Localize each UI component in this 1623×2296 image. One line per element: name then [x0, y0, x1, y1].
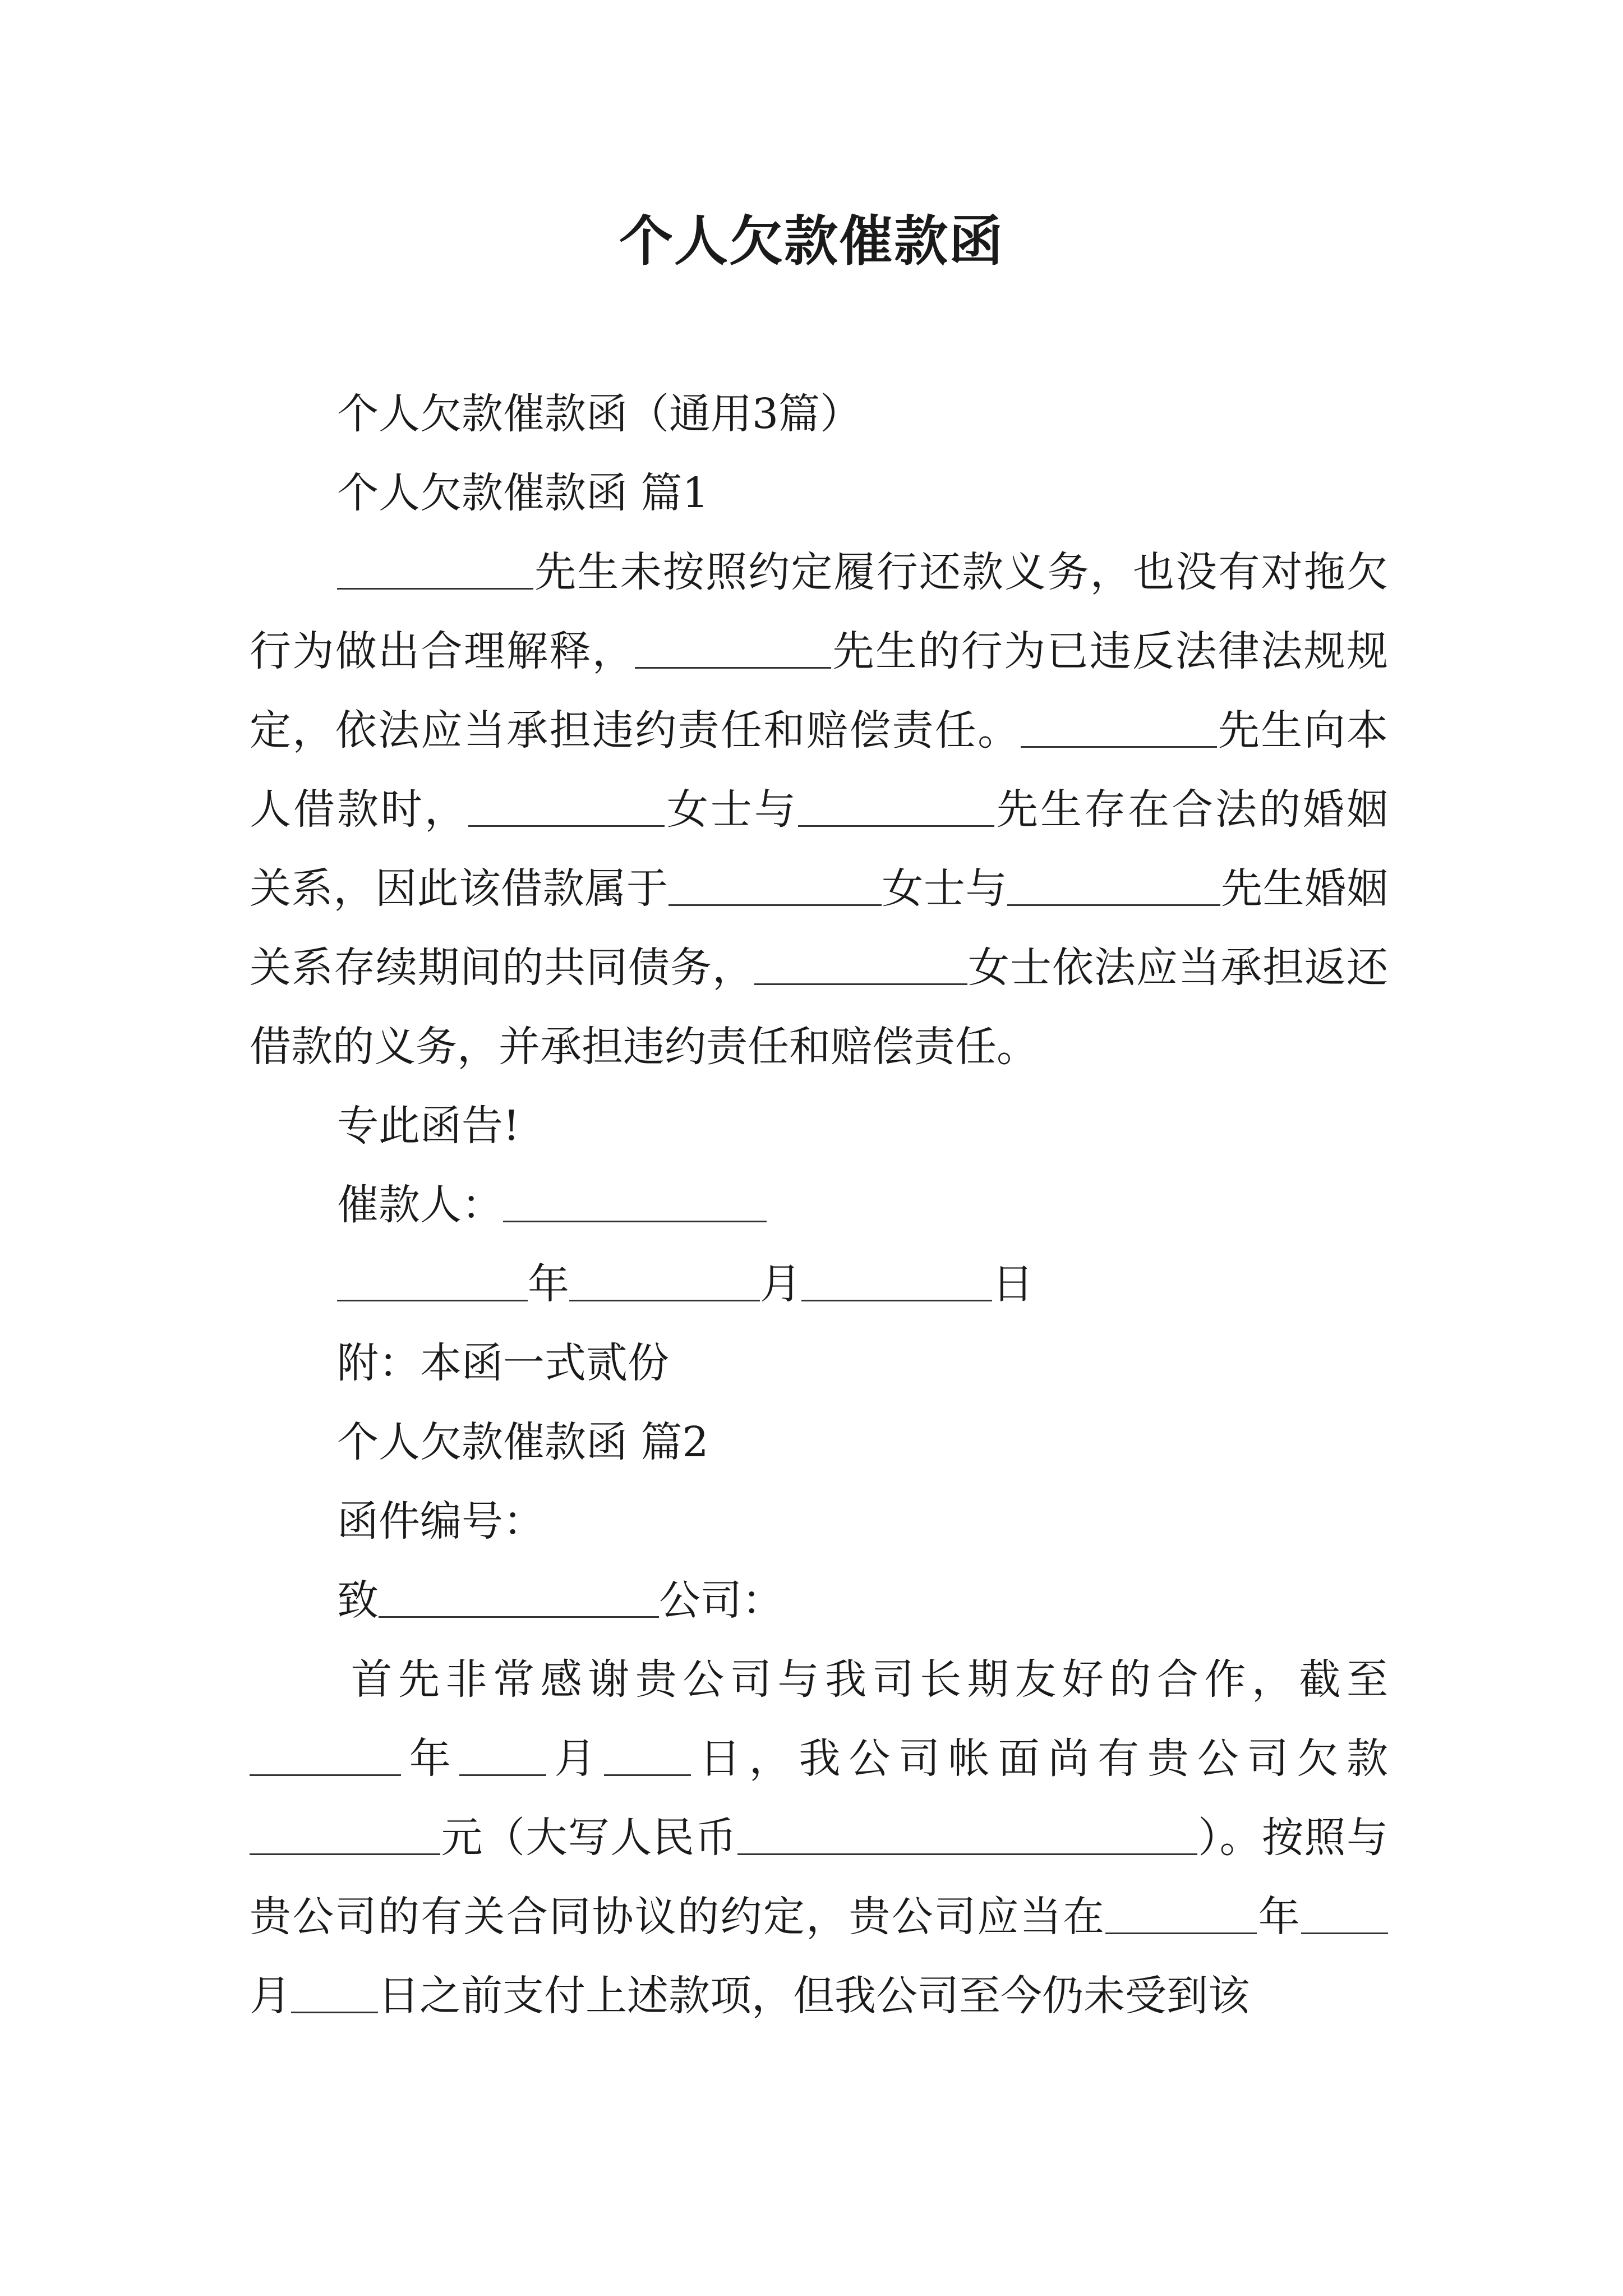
blank-line: [737, 1814, 1197, 1855]
text-segment: 首先非常感谢贵公司与我司长期友好的合作，截至: [345, 1655, 1388, 1704]
document-title: 个人欠款催款函: [619, 209, 1004, 273]
addressee-line: [250, 1561, 1388, 1640]
blank-line: [754, 944, 967, 985]
text-segment: 年: [401, 1734, 459, 1783]
blank-line: [1105, 1893, 1257, 1934]
text-segment: 年: [1257, 1893, 1302, 1941]
part2-heading: 个人欠款催款函 篇2: [337, 1418, 709, 1466]
text-segment: ）。按照与贵公司的有关合同协议的约定，贵公司应当在: [250, 1814, 1389, 1941]
text-segment: 女士与: [665, 785, 798, 834]
blank-line: [1007, 865, 1220, 906]
intro-line: 个人欠款催款函（通用3篇）: [337, 390, 862, 438]
day-label: 日: [992, 1260, 1034, 1308]
part1-heading: 个人欠款催款函 篇1: [337, 469, 709, 517]
text-segment: 先生婚姻关系存续期间的共同债务，: [250, 864, 1389, 992]
creditor-blank: [503, 1181, 767, 1222]
letter-number-line: 函件编号：: [337, 1497, 545, 1545]
blank-line: [291, 1972, 378, 2013]
text-segment: 月: [250, 1972, 291, 2020]
attachment-line: 附：本函一式贰份: [337, 1339, 669, 1387]
blank-line: [635, 628, 831, 669]
month-label: 月: [760, 1260, 801, 1308]
document-body: [250, 375, 1388, 2036]
blank-line: [668, 865, 882, 906]
blank-line: [250, 1735, 401, 1776]
date-line: [250, 1245, 1388, 1324]
year-label: 年: [528, 1260, 569, 1308]
part2-paragraph: [250, 1640, 1388, 2036]
part1-paragraph: [250, 533, 1388, 1087]
addressee-suffix: 公司：: [659, 1576, 783, 1625]
month-blank: [569, 1260, 760, 1301]
text-segment: 女士与: [881, 864, 1008, 913]
text-segment: 先生未按照约定履行还款义务，也没有对拖欠行为做出合理解释，: [250, 548, 1388, 675]
creditor-label: 催款人：: [337, 1181, 503, 1229]
addressee-blank: [379, 1577, 659, 1618]
addressee-prefix: 致: [337, 1576, 379, 1625]
text-segment: 日之前支付上述款项，但我公司至今仍未受到该: [378, 1972, 1249, 2020]
year-blank: [337, 1260, 528, 1301]
notice-line: 专此函告!: [337, 1102, 520, 1150]
text-segment: 元（大写人民币: [440, 1814, 737, 1862]
blank-line: [798, 786, 994, 827]
text-segment: 先生向本人借款时，: [250, 706, 1389, 834]
blank-line: [468, 786, 665, 827]
blank-line: [1021, 707, 1217, 748]
text-segment: 女士依法应当承担返还借款的义务，并承担违约责任和赔偿责任。: [250, 944, 1388, 1071]
text-segment: 日，我公司帐面尚有贵公司欠款: [691, 1734, 1389, 1783]
text-segment: 先生的行为已违反法律法规规定，依法应当承担违约责任和赔偿责任。: [250, 627, 1389, 754]
day-blank: [801, 1260, 992, 1301]
blank-line: [337, 549, 533, 590]
blank-line: [250, 1814, 440, 1855]
blank-line: [604, 1735, 691, 1776]
text-segment: 月: [546, 1734, 605, 1783]
blank-line: [1301, 1893, 1388, 1934]
creditor-line: [250, 1166, 1388, 1245]
text-segment: 先生存在合法的婚姻关系，因此该借款属于: [250, 785, 1388, 913]
blank-line: [459, 1735, 546, 1776]
